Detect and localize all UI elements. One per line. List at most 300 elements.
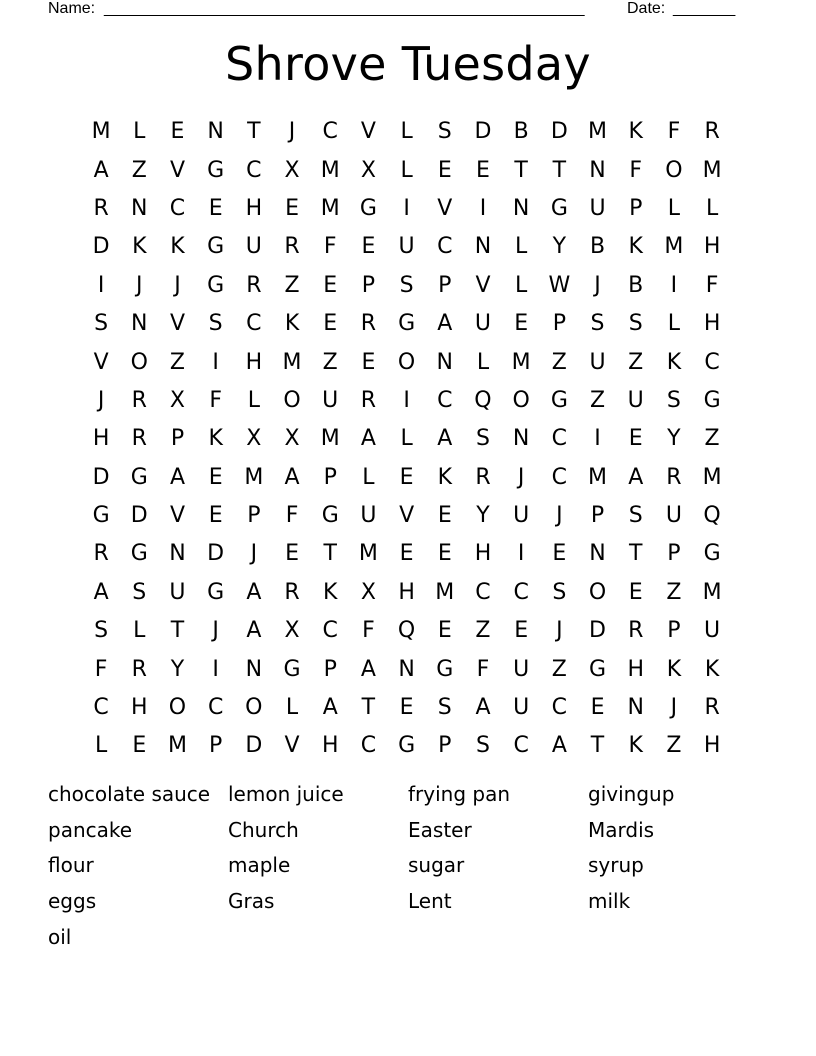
grid-letter: Z bbox=[169, 349, 185, 375]
grid-letter: F bbox=[323, 234, 337, 260]
grid-letter: V bbox=[93, 349, 109, 375]
grid-letter: U bbox=[398, 234, 415, 260]
grid-letter: R bbox=[131, 387, 147, 413]
grid-letter: F bbox=[476, 656, 490, 682]
grid-letter: G bbox=[550, 387, 568, 413]
grid-letter: H bbox=[321, 733, 339, 759]
grid-letter: W bbox=[548, 272, 571, 298]
grid-letter: N bbox=[589, 541, 606, 567]
grid-letter: J bbox=[250, 541, 258, 567]
grid-letter: Y bbox=[476, 503, 490, 529]
grid-letter: U bbox=[245, 234, 262, 260]
grid-letter: C bbox=[551, 426, 568, 452]
grid-letter: L bbox=[476, 349, 490, 375]
grid-letter: H bbox=[245, 349, 263, 375]
grid-letter: A bbox=[437, 426, 453, 452]
grid-letter: D bbox=[130, 503, 148, 529]
grid-letter: S bbox=[552, 579, 567, 605]
grid-letter: M bbox=[702, 579, 722, 605]
grid-letter: Z bbox=[666, 579, 682, 605]
grid-letter: J bbox=[556, 503, 563, 529]
grid-letter: E bbox=[361, 349, 376, 375]
grid-letter: E bbox=[514, 618, 529, 644]
grid-letter: L bbox=[400, 157, 413, 183]
grid-letter: C bbox=[437, 387, 453, 413]
grid-letter: A bbox=[475, 695, 491, 721]
grid-letter: G bbox=[436, 656, 454, 682]
header-line bbox=[48, 0, 748, 20]
grid-letter: L bbox=[705, 195, 719, 221]
grid-letter: U bbox=[513, 695, 530, 721]
grid-row bbox=[82, 689, 732, 727]
grid-letter: K bbox=[208, 426, 223, 452]
word-list-item: eggs bbox=[48, 889, 97, 914]
grid-letter: S bbox=[208, 311, 223, 337]
date-blank-line: _______ bbox=[673, 0, 736, 17]
grid-letter: X bbox=[284, 157, 300, 183]
grid-letter: S bbox=[628, 311, 643, 337]
grid-letter: C bbox=[551, 464, 568, 490]
grid-letter: M bbox=[282, 349, 302, 375]
word-list-item: flour bbox=[48, 853, 94, 878]
word-list-item: Mardis bbox=[588, 817, 655, 842]
grid-letter: J bbox=[594, 272, 601, 298]
grid-letter: H bbox=[703, 234, 721, 260]
word-list-item: givingup bbox=[588, 782, 675, 806]
grid-row bbox=[82, 151, 732, 189]
grid-letter: N bbox=[512, 426, 530, 452]
grid-letter: Z bbox=[131, 157, 147, 183]
grid-row bbox=[82, 574, 732, 612]
word-list-item: sugar bbox=[408, 853, 465, 878]
grid-letter: G bbox=[207, 579, 225, 605]
grid-letter: S bbox=[399, 272, 414, 298]
grid-letter: T bbox=[590, 733, 605, 759]
grid-letter: L bbox=[133, 119, 146, 145]
grid-row bbox=[82, 459, 732, 497]
grid-letter: L bbox=[285, 695, 299, 721]
grid-letter: H bbox=[398, 579, 415, 605]
grid-row bbox=[82, 343, 732, 381]
grid-letter: G bbox=[589, 656, 607, 682]
grid-row bbox=[82, 612, 732, 650]
grid-letter: M bbox=[588, 464, 608, 490]
grid-row bbox=[82, 382, 732, 420]
grid-letter: Y bbox=[667, 426, 681, 452]
grid-letter: Z bbox=[589, 387, 606, 413]
grid-letter: H bbox=[703, 733, 721, 759]
grid-letter: O bbox=[397, 349, 416, 375]
word-list-item: milk bbox=[588, 889, 631, 914]
grid-letter: E bbox=[628, 579, 643, 605]
grid-letter: H bbox=[474, 541, 492, 567]
grid-letter: N bbox=[169, 541, 186, 567]
grid-letter: R bbox=[704, 119, 720, 145]
grid-letter: C bbox=[246, 157, 262, 183]
grid-letter: A bbox=[360, 426, 376, 452]
grid-letter: A bbox=[246, 618, 262, 644]
grid-letter: E bbox=[285, 541, 299, 567]
grid-letter: F bbox=[94, 656, 108, 682]
grid-letter: U bbox=[589, 195, 606, 221]
grid-letter: S bbox=[132, 579, 147, 605]
grid-letter: H bbox=[703, 311, 721, 337]
grid-letter: K bbox=[323, 579, 338, 605]
grid-letter: N bbox=[474, 234, 492, 260]
grid-row bbox=[82, 190, 732, 228]
word-list-item: Lent bbox=[408, 889, 452, 914]
grid-letter: C bbox=[360, 733, 377, 759]
grid-letter: T bbox=[552, 157, 567, 183]
grid-letter: C bbox=[551, 695, 568, 721]
word-list-item: frying pan bbox=[408, 782, 511, 806]
grid-letter: U bbox=[589, 349, 606, 375]
grid-letter: R bbox=[93, 195, 109, 221]
grid-letter: E bbox=[590, 695, 605, 721]
grid-letter: O bbox=[665, 157, 683, 183]
grid-letter: N bbox=[436, 349, 454, 375]
grid-letter: S bbox=[94, 618, 109, 644]
grid-letter: R bbox=[475, 464, 491, 490]
grid-row bbox=[82, 420, 732, 458]
grid-letter: Q bbox=[474, 387, 492, 413]
grid-letter: J bbox=[174, 272, 181, 298]
grid-letter: E bbox=[208, 195, 223, 221]
grid-letter: J bbox=[212, 618, 219, 644]
grid-letter: U bbox=[627, 387, 644, 413]
grid-letter: P bbox=[590, 503, 605, 529]
grid-letter: N bbox=[627, 695, 644, 721]
grid-letter: I bbox=[212, 349, 219, 375]
grid-letter: S bbox=[590, 311, 605, 337]
grid-letter: Z bbox=[704, 426, 720, 452]
grid-letter: X bbox=[284, 426, 300, 452]
grid-letter: M bbox=[702, 157, 722, 183]
grid-letter: G bbox=[703, 387, 721, 413]
grid-letter: O bbox=[283, 387, 301, 413]
grid-letter: N bbox=[512, 195, 530, 221]
grid-letter: F bbox=[285, 503, 299, 529]
grid-row bbox=[82, 267, 732, 305]
grid-letter: U bbox=[513, 656, 530, 682]
grid-letter: M bbox=[320, 195, 340, 221]
grid-letter: N bbox=[398, 656, 415, 682]
grid-letter: P bbox=[667, 541, 681, 567]
grid-letter: T bbox=[514, 157, 528, 183]
grid-letter: R bbox=[360, 387, 377, 413]
grid-letter: X bbox=[246, 426, 262, 452]
grid-letter: K bbox=[628, 234, 643, 260]
grid-letter: G bbox=[703, 541, 721, 567]
grid-letter: S bbox=[628, 503, 643, 529]
grid-letter: D bbox=[245, 733, 263, 759]
grid-letter: T bbox=[628, 541, 643, 567]
grid-letter: O bbox=[168, 695, 187, 721]
grid-letter: X bbox=[284, 618, 300, 644]
grid-letter: E bbox=[552, 541, 567, 567]
grid-letter: U bbox=[360, 503, 377, 529]
page-title: Shrove Tuesday bbox=[225, 37, 591, 91]
grid-letter: J bbox=[288, 119, 296, 145]
grid-letter: I bbox=[403, 387, 410, 413]
grid-letter: Q bbox=[397, 618, 416, 644]
grid-letter: M bbox=[167, 733, 187, 759]
grid-letter: C bbox=[513, 579, 529, 605]
grid-row bbox=[82, 228, 732, 266]
grid-letter: I bbox=[403, 195, 410, 221]
grid-letter: M bbox=[320, 426, 340, 452]
grid-letter: A bbox=[246, 579, 262, 605]
grid-letter: E bbox=[170, 119, 185, 145]
grid-row bbox=[82, 727, 732, 765]
grid-letter: O bbox=[588, 579, 607, 605]
grid-letter: V bbox=[169, 503, 185, 529]
grid-letter: S bbox=[475, 426, 490, 452]
grid-letter: R bbox=[93, 541, 109, 567]
grid-letter: G bbox=[207, 157, 225, 183]
grid-letter: O bbox=[130, 349, 148, 375]
grid-letter: S bbox=[666, 387, 681, 413]
grid-letter: D bbox=[92, 234, 110, 260]
grid-letter: C bbox=[322, 119, 338, 145]
grid-letter: E bbox=[437, 541, 452, 567]
grid-letter: M bbox=[664, 234, 684, 260]
grid-letter: C bbox=[475, 579, 491, 605]
grid-letter: E bbox=[399, 541, 414, 567]
grid-letter: K bbox=[704, 656, 720, 682]
grid-letter: J bbox=[517, 464, 525, 490]
grid-letter: E bbox=[361, 234, 376, 260]
grid-letter: H bbox=[245, 195, 263, 221]
grid-letter: X bbox=[360, 157, 376, 183]
grid-letter: F bbox=[629, 157, 643, 183]
grid-letter: M bbox=[702, 464, 722, 490]
grid-letter: A bbox=[628, 464, 644, 490]
grid-letter: J bbox=[670, 695, 678, 721]
letter-grid bbox=[82, 113, 732, 766]
grid-letter: K bbox=[628, 733, 643, 759]
grid-letter: I bbox=[517, 541, 525, 567]
grid-letter: M bbox=[511, 349, 531, 375]
grid-letter: K bbox=[666, 349, 682, 375]
grid-letter: L bbox=[400, 119, 413, 145]
date-label: Date: bbox=[627, 0, 666, 17]
grid-letter: E bbox=[628, 426, 643, 452]
grid-letter: O bbox=[245, 695, 263, 721]
grid-letter: R bbox=[704, 695, 720, 721]
word-list-item: pancake bbox=[48, 817, 133, 842]
grid-letter: Z bbox=[628, 349, 644, 375]
grid-letter: K bbox=[170, 234, 185, 260]
grid-letter: S bbox=[437, 119, 452, 145]
grid-letter: E bbox=[437, 157, 452, 183]
word-list-item: Gras bbox=[228, 889, 275, 914]
grid-letter: E bbox=[323, 311, 338, 337]
grid-letter: K bbox=[437, 464, 452, 490]
grid-letter: R bbox=[131, 656, 147, 682]
grid-letter: H bbox=[627, 656, 644, 682]
grid-letter: D bbox=[589, 618, 606, 644]
word-list-item: syrup bbox=[588, 853, 644, 878]
grid-letter: U bbox=[322, 387, 339, 413]
grid-letter: V bbox=[437, 195, 453, 221]
grid-letter: E bbox=[285, 195, 299, 221]
grid-letter: D bbox=[92, 464, 110, 490]
grid-letter: L bbox=[515, 234, 528, 260]
grid-letter: I bbox=[479, 195, 487, 221]
grid-letter: E bbox=[437, 503, 452, 529]
grid-letter: K bbox=[132, 234, 147, 260]
grid-letter: P bbox=[209, 733, 223, 759]
grid-letter: N bbox=[131, 195, 148, 221]
word-list bbox=[48, 778, 768, 956]
grid-letter: E bbox=[399, 695, 414, 721]
grid-letter: C bbox=[246, 311, 262, 337]
name-label: Name: bbox=[48, 0, 96, 17]
grid-letter: L bbox=[362, 464, 375, 490]
grid-letter: R bbox=[246, 272, 262, 298]
grid-letter: U bbox=[513, 503, 530, 529]
grid-letter: G bbox=[207, 234, 225, 260]
grid-letter: F bbox=[667, 119, 681, 145]
grid-letter: M bbox=[91, 119, 111, 145]
grid-letter: M bbox=[358, 541, 378, 567]
grid-letter: V bbox=[399, 503, 415, 529]
grid-letter: C bbox=[437, 234, 453, 260]
word-list-item: Church bbox=[228, 817, 299, 842]
grid-letter: I bbox=[212, 656, 219, 682]
grid-letter: E bbox=[208, 464, 223, 490]
grid-letter: T bbox=[361, 695, 376, 721]
grid-letter: A bbox=[551, 733, 567, 759]
grid-letter: L bbox=[247, 387, 260, 413]
grid-letter: F bbox=[705, 272, 719, 298]
grid-letter: C bbox=[207, 695, 224, 721]
grid-letter: G bbox=[398, 733, 416, 759]
grid-letter: G bbox=[283, 656, 301, 682]
grid-letter: K bbox=[628, 119, 643, 145]
grid-letter: P bbox=[170, 426, 185, 452]
grid-letter: C bbox=[169, 195, 186, 221]
grid-letter: N bbox=[589, 157, 606, 183]
grid-letter: I bbox=[97, 272, 105, 298]
word-list-item: maple bbox=[228, 853, 291, 878]
grid-row bbox=[82, 497, 732, 535]
grid-row bbox=[82, 650, 732, 688]
grid-letter: C bbox=[704, 349, 720, 375]
grid-letter: M bbox=[588, 119, 608, 145]
grid-letter: A bbox=[93, 579, 109, 605]
grid-letter: N bbox=[207, 119, 224, 145]
grid-letter: G bbox=[130, 464, 148, 490]
word-list-item: chocolate sauce bbox=[48, 782, 211, 806]
grid-letter: M bbox=[244, 464, 264, 490]
grid-letter: E bbox=[437, 618, 452, 644]
grid-letter: G bbox=[398, 311, 416, 337]
grid-letter: G bbox=[92, 503, 110, 529]
grid-letter: Y bbox=[170, 656, 185, 682]
grid-letter: L bbox=[94, 733, 108, 759]
grid-letter: U bbox=[169, 579, 186, 605]
grid-letter: F bbox=[362, 618, 375, 644]
grid-row bbox=[82, 113, 732, 151]
grid-letter: Z bbox=[284, 272, 300, 298]
grid-letter: P bbox=[247, 503, 261, 529]
grid-letter: E bbox=[476, 157, 490, 183]
grid-letter: P bbox=[323, 464, 337, 490]
grid-letter: H bbox=[131, 695, 148, 721]
grid-letter: P bbox=[438, 733, 452, 759]
grid-row bbox=[82, 305, 732, 343]
grid-letter: J bbox=[556, 618, 563, 644]
grid-letter: D bbox=[207, 541, 225, 567]
grid-letter: R bbox=[284, 234, 300, 260]
grid-letter: A bbox=[93, 157, 109, 183]
grid-letter: H bbox=[92, 426, 110, 452]
grid-letter: D bbox=[550, 119, 568, 145]
grid-letter: J bbox=[136, 272, 143, 298]
grid-letter: L bbox=[515, 272, 528, 298]
grid-letter: P bbox=[667, 618, 681, 644]
grid-letter: D bbox=[474, 119, 492, 145]
grid-letter: X bbox=[360, 579, 376, 605]
grid-letter: S bbox=[94, 311, 109, 337]
grid-letter: T bbox=[247, 119, 261, 145]
grid-letter: V bbox=[169, 311, 185, 337]
grid-letter: B bbox=[513, 119, 529, 145]
grid-letter: E bbox=[208, 503, 223, 529]
name-blank-line: ______________________________________________________ bbox=[104, 0, 585, 17]
grid-letter: E bbox=[323, 272, 338, 298]
grid-letter: Q bbox=[703, 503, 721, 529]
grid-letter: G bbox=[550, 195, 568, 221]
grid-letter: P bbox=[629, 195, 643, 221]
grid-letter: S bbox=[437, 695, 452, 721]
grid-letter: A bbox=[169, 464, 185, 490]
grid-letter: G bbox=[321, 503, 339, 529]
grid-letter: A bbox=[437, 311, 453, 337]
grid-letter: Z bbox=[551, 349, 567, 375]
word-list-item: Easter bbox=[408, 817, 472, 842]
word-list-item: lemon juice bbox=[228, 782, 344, 806]
grid-letter: J bbox=[97, 387, 105, 413]
grid-letter: U bbox=[665, 503, 682, 529]
grid-letter: B bbox=[589, 234, 606, 260]
grid-letter: X bbox=[169, 387, 185, 413]
grid-letter: K bbox=[284, 311, 300, 337]
grid-letter: Z bbox=[475, 618, 491, 644]
grid-letter: R bbox=[360, 311, 377, 337]
word-list-item: oil bbox=[48, 924, 72, 949]
grid-letter: E bbox=[514, 311, 529, 337]
grid-letter: C bbox=[93, 695, 109, 721]
grid-letter: C bbox=[322, 618, 338, 644]
grid-letter: L bbox=[133, 618, 146, 644]
grid-letter: T bbox=[323, 541, 337, 567]
grid-letter: C bbox=[513, 733, 529, 759]
grid-letter: A bbox=[360, 656, 376, 682]
grid-letter: M bbox=[435, 579, 455, 605]
grid-letter: Z bbox=[322, 349, 338, 375]
grid-letter: R bbox=[131, 426, 147, 452]
grid-letter: R bbox=[628, 618, 644, 644]
grid-letter: K bbox=[666, 656, 682, 682]
grid-letter: A bbox=[284, 464, 300, 490]
grid-letter: U bbox=[704, 618, 721, 644]
grid-letter: S bbox=[475, 733, 490, 759]
grid-letter: I bbox=[594, 426, 601, 452]
grid-letter: L bbox=[667, 195, 681, 221]
